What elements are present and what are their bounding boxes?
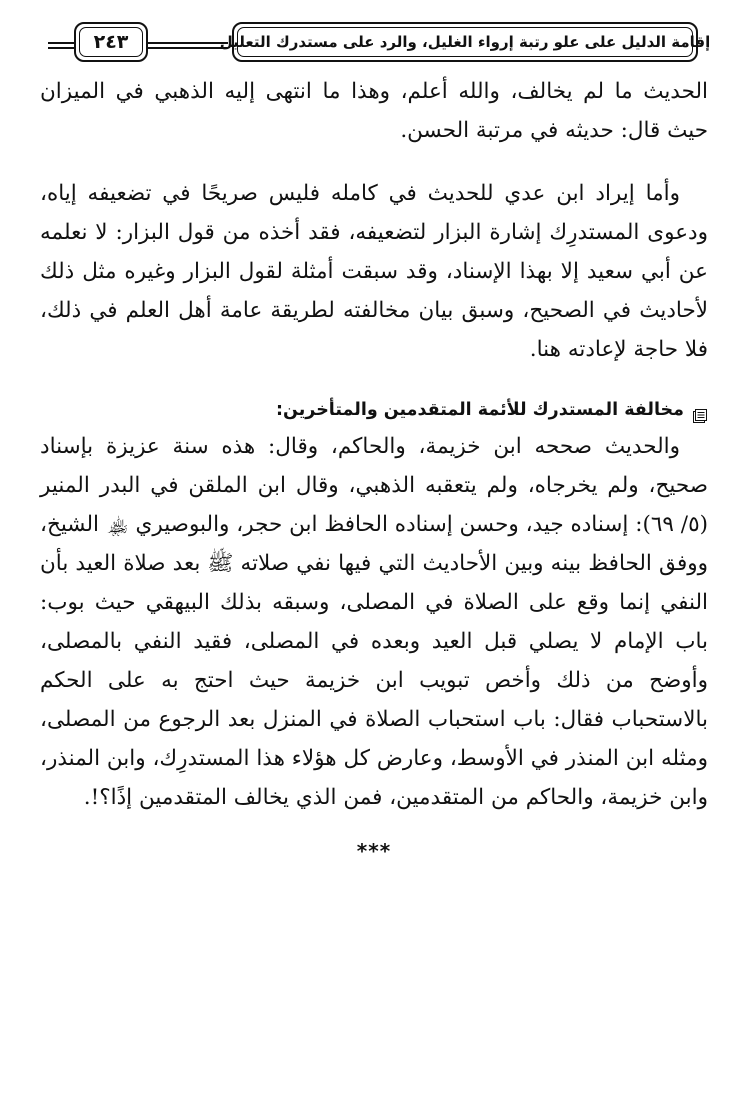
- book-title: إقامة الدليل على علو رتبة إرواء الغليل، والرد على مستدرك التعليل: [219, 33, 711, 51]
- paragraph-3: والحديث صححه ابن خزيمة، والحاكم، وقال: هذه سنة عزيزة بإسناد صحيح، ولم يخرجاه، ولم يتعقبه الذهبي، وقال ابن الملقن في البدر المنير (٥/ ٦٩): إسناده جيد، وحسن إسناده الحافظ ابن حجر، والبوصيري ﵏ الشيخ، ووفق الحافظ بينه وبين الأحاديث التي فيها نفي صلاته ﷺ بعد صلاة العيد بأن النفي إنما وقع على الصلاة في المصلى، وسبقه بذلك البيهقي حيث بوب: باب الإمام لا يصلي قبل العيد وبعده في المصلى، فقيد النفي بالمصلى، وأوضح من ذلك وأخص تبويب ابن خزيمة حيث احتج به على الحكم بالاستحباب فقال: باب استحباب الصلاة في المنزل بعد الرجوع من المصلى، ومثله ابن المنذر في الأوسط، وعارض كل هؤلاء هذا المستدرِك، وابن المنذر، وابن خزيمة، والحاكم من المتقدمين، فمن الذي يخالف المتقدمين إذًا؟!.: [40, 434, 709, 810]
- section-separator: ***: [356, 839, 392, 863]
- book-icon: [692, 402, 708, 418]
- paragraph-gap: [40, 369, 708, 393]
- header-title-frame: [219, 22, 711, 62]
- page-number: ٢٤٣: [93, 31, 129, 53]
- header-divider: [144, 42, 228, 49]
- paragraph-gap: [40, 150, 708, 174]
- paragraph-1: الحديث ما لم يخالف، والله أعلم، وهذا ما انتهى إليه الذهبي في الميزان حيث قال: حديثه في مرتبة الحسن.: [40, 79, 708, 143]
- running-header: [48, 22, 711, 68]
- section-heading-text: مخالفة المستدرك للأئمة المتقدمين والمتأخرين:: [275, 400, 684, 420]
- page-number-frame: [74, 22, 148, 62]
- section-heading: [40, 393, 708, 427]
- page-body: [40, 72, 708, 863]
- header-divider-left: [48, 42, 76, 49]
- paragraph-2: وأما إيراد ابن عدي للحديث في كامله فليس صريحًا في تضعيفه إياه، ودعوى المستدرِك إشارة البزار لتضعيفه، فقد أخذه من قول البزار: لا نعلمه عن أبي سعيد إلا بهذا الإسناد، وقد سبقت أمثلة لقول البزار وغيره مثل ذلك لأحاديث في الصحيح، وسبق بيان مخالفته لطريقة عامة أهل العلم في ذلك، فلا حاجة لإعادته هنا.: [40, 181, 708, 362]
